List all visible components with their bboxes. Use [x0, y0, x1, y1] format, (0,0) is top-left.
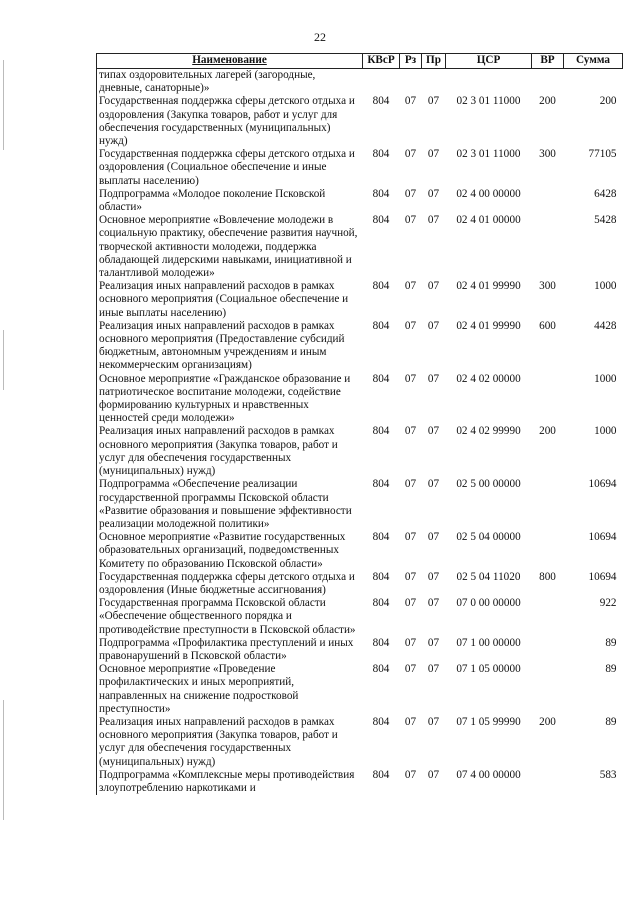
cell-name: Подпрограмма «Комплексные меры противодействия злоупотреблению наркотиками и	[97, 769, 363, 795]
cell-pr: 07	[427, 531, 440, 544]
cell-rz: 07	[404, 478, 417, 491]
cell-sum: 583	[599, 768, 617, 781]
cell-kvsr: 804	[372, 425, 390, 438]
cell-csr: 02 3 01 11000	[456, 148, 521, 161]
cell-name: Государственная поддержка сферы детского отдыха и оздоровления (Иные бюджетные ассигнования)	[97, 571, 363, 597]
cell-kvsr: 804	[372, 636, 390, 649]
cell-csr: 02 5 04 00000	[456, 531, 521, 544]
table-row	[97, 571, 623, 597]
cell-kvsr: 804	[372, 187, 390, 200]
cell-rz: 07	[404, 597, 417, 610]
cell-csr	[446, 69, 532, 96]
cell-vr	[532, 214, 564, 280]
cell-sum: 1000	[594, 372, 617, 385]
cell-csr: 02 3 01 11000	[456, 95, 521, 108]
cell-vr: 800	[539, 570, 556, 583]
cell-pr: 07	[427, 597, 440, 610]
cell-kvsr: 804	[372, 531, 390, 544]
cell-name: Государственная программа Псковской области «Обеспечение общественного порядка и противодействие преступности в Псковской области»	[97, 597, 363, 637]
cell-name: Основное мероприятие «Вовлечение молодежи в социальную практику, обеспечение развития научной, творческой активности молодежи, поддержка обладающей лидерскими навыками, инициативной и талантливой молодежи»	[97, 214, 363, 280]
cell-kvsr: 804	[372, 148, 390, 161]
cell-csr: 07 0 00 00000	[456, 597, 521, 610]
cell-name: Государственная поддержка сферы детского отдыха и оздоровления (Закупка товаров, работ и услуг для обеспечения государственных (муниципальных) нужд)	[97, 95, 363, 148]
header-pr: Пр	[422, 54, 446, 69]
header-sum: Сумма	[564, 54, 623, 69]
cell-sum: 89	[605, 636, 617, 649]
cell-vr: 300	[539, 280, 556, 293]
scan-edge-mark	[3, 330, 4, 390]
header-rz: Рз	[400, 54, 422, 69]
cell-csr: 02 4 00 00000	[456, 187, 521, 200]
cell-rz: 07	[404, 214, 417, 227]
cell-rz: 07	[404, 636, 417, 649]
cell-csr: 02 4 02 99990	[456, 425, 521, 438]
cell-kvsr: 804	[372, 319, 390, 332]
cell-name: Основное мероприятие «Гражданское образование и патриотическое воспитание молодежи, содействие формированию культурных и нравственных ценностей среди молодежи»	[97, 373, 363, 426]
cell-pr: 07	[427, 319, 440, 332]
cell-vr: 200	[539, 95, 556, 108]
header-csr: ЦСР	[446, 54, 532, 69]
cell-rz: 07	[404, 768, 417, 781]
cell-pr: 07	[427, 636, 440, 649]
cell-name: Реализация иных направлений расходов в рамках основного мероприятия (Закупка товаров, работ и услуг для обеспечения государственных (муниципальных) нужд)	[97, 425, 363, 478]
cell-sum: 89	[605, 663, 617, 676]
cell-pr: 07	[427, 187, 440, 200]
header-kvsr: КВсР	[363, 54, 400, 69]
cell-sum: 200	[599, 95, 617, 108]
cell-csr: 02 5 00 00000	[456, 478, 521, 491]
cell-vr	[532, 188, 564, 214]
cell-name: Подпрограмма «Профилактика преступлений и иных правонарушений в Псковской области»	[97, 637, 363, 663]
cell-csr: 07 1 05 00000	[456, 663, 521, 676]
scan-edge-mark	[3, 60, 4, 150]
table-row	[97, 373, 623, 426]
cell-csr: 02 4 01 99990	[456, 319, 521, 332]
cell-kvsr: 804	[372, 570, 390, 583]
cell-name: Подпрограмма «Обеспечение реализации государственной программы Псковской области «Развитие образования и повышение эффективности реализации молодежной политики»	[97, 478, 363, 531]
cell-kvsr: 804	[372, 478, 390, 491]
table-row	[97, 425, 623, 478]
cell-name: Основное мероприятие «Развитие государственных образовательных организаций, подведомственных Комитету по образованию Псковской области»	[97, 531, 363, 571]
cell-rz: 07	[404, 715, 417, 728]
cell-rz	[400, 69, 422, 96]
cell-sum: 5428	[594, 214, 617, 227]
cell-rz: 07	[404, 531, 417, 544]
header-name: Наименование	[97, 54, 363, 69]
cell-name: типах оздоровительных лагерей (загородные, дневные, санаторные)»	[97, 69, 363, 96]
table-row	[97, 280, 623, 320]
cell-csr: 07 1 05 99990	[456, 715, 521, 728]
cell-rz: 07	[404, 187, 417, 200]
cell-pr: 07	[427, 148, 440, 161]
cell-pr: 07	[427, 372, 440, 385]
cell-pr: 07	[427, 425, 440, 438]
cell-vr: 300	[539, 148, 556, 161]
cell-csr: 02 4 01 00000	[456, 214, 521, 227]
table-row	[97, 188, 623, 214]
cell-rz: 07	[404, 280, 417, 293]
cell-sum	[564, 69, 623, 96]
cell-name: Реализация иных направлений расходов в рамках основного мероприятия (Предоставление субсидий бюджетным, автономным учреждениям и иным некоммерческим организациям)	[97, 320, 363, 373]
table-row	[97, 214, 623, 280]
cell-name: Основное мероприятие «Проведение профилактических и иных мероприятий, направленных на снижение подростковой преступности»	[97, 663, 363, 716]
cell-kvsr: 804	[372, 372, 390, 385]
table-row	[97, 769, 623, 795]
cell-vr	[532, 373, 564, 426]
cell-sum: 1000	[594, 425, 617, 438]
cell-vr	[532, 663, 564, 716]
table-row	[97, 69, 623, 96]
table-row	[97, 637, 623, 663]
cell-pr: 07	[427, 768, 440, 781]
cell-kvsr: 804	[372, 95, 390, 108]
scan-edge-mark	[3, 700, 4, 820]
cell-name: Реализация иных направлений расходов в рамках основного мероприятия (Социальное обеспечение и иные выплаты населению)	[97, 280, 363, 320]
cell-vr: 600	[539, 319, 556, 332]
table-row	[97, 95, 623, 148]
cell-csr: 07 4 00 00000	[456, 768, 521, 781]
cell-vr: 200	[539, 715, 556, 728]
cell-pr: 07	[427, 663, 440, 676]
cell-vr	[532, 478, 564, 531]
cell-kvsr: 804	[372, 715, 390, 728]
cell-rz: 07	[404, 148, 417, 161]
cell-kvsr: 804	[372, 768, 390, 781]
cell-vr	[532, 637, 564, 663]
table-row	[97, 320, 623, 373]
cell-rz: 07	[404, 372, 417, 385]
header-vr: ВР	[532, 54, 564, 69]
cell-rz: 07	[404, 319, 417, 332]
table-header-row	[97, 54, 623, 69]
cell-name: Реализация иных направлений расходов в рамках основного мероприятия (Закупка товаров, работ и услуг для обеспечения государственных (муниципальных) нужд)	[97, 716, 363, 769]
cell-pr: 07	[427, 214, 440, 227]
cell-rz: 07	[404, 663, 417, 676]
cell-kvsr: 804	[372, 280, 390, 293]
cell-sum: 10694	[588, 478, 617, 491]
table-row	[97, 716, 623, 769]
cell-sum: 10694	[588, 531, 617, 544]
table-row	[97, 531, 623, 571]
cell-sum: 77105	[588, 148, 617, 161]
cell-vr	[532, 769, 564, 795]
cell-pr: 07	[427, 478, 440, 491]
cell-vr: 200	[539, 425, 556, 438]
cell-sum: 1000	[594, 280, 617, 293]
cell-csr: 02 5 04 11020	[456, 570, 521, 583]
cell-pr: 07	[427, 280, 440, 293]
cell-csr: 02 4 02 00000	[456, 372, 521, 385]
cell-kvsr	[363, 69, 400, 96]
cell-vr	[532, 531, 564, 571]
cell-kvsr: 804	[372, 214, 390, 227]
cell-csr: 07 1 00 00000	[456, 636, 521, 649]
table-row	[97, 597, 623, 637]
cell-kvsr: 804	[372, 663, 390, 676]
cell-pr	[422, 69, 446, 96]
page-number: 22	[314, 30, 326, 44]
cell-sum: 89	[605, 715, 617, 728]
cell-rz: 07	[404, 425, 417, 438]
cell-csr: 02 4 01 99990	[456, 280, 521, 293]
cell-sum: 922	[599, 597, 617, 610]
cell-vr	[532, 597, 564, 637]
cell-sum: 10694	[588, 570, 617, 583]
budget-table	[96, 53, 623, 795]
cell-sum: 4428	[594, 319, 617, 332]
table-row	[97, 663, 623, 716]
cell-name: Подпрограмма «Молодое поколение Псковской области»	[97, 188, 363, 214]
cell-rz: 07	[404, 570, 417, 583]
table-row	[97, 148, 623, 188]
table-row	[97, 478, 623, 531]
cell-rz: 07	[404, 95, 417, 108]
cell-pr: 07	[427, 95, 440, 108]
cell-sum: 6428	[594, 187, 617, 200]
cell-kvsr: 804	[372, 597, 390, 610]
cell-pr: 07	[427, 570, 440, 583]
cell-name: Государственная поддержка сферы детского отдыха и оздоровления (Социальное обеспечение и иные выплаты населению)	[97, 148, 363, 188]
cell-vr	[532, 69, 564, 96]
cell-pr: 07	[427, 715, 440, 728]
